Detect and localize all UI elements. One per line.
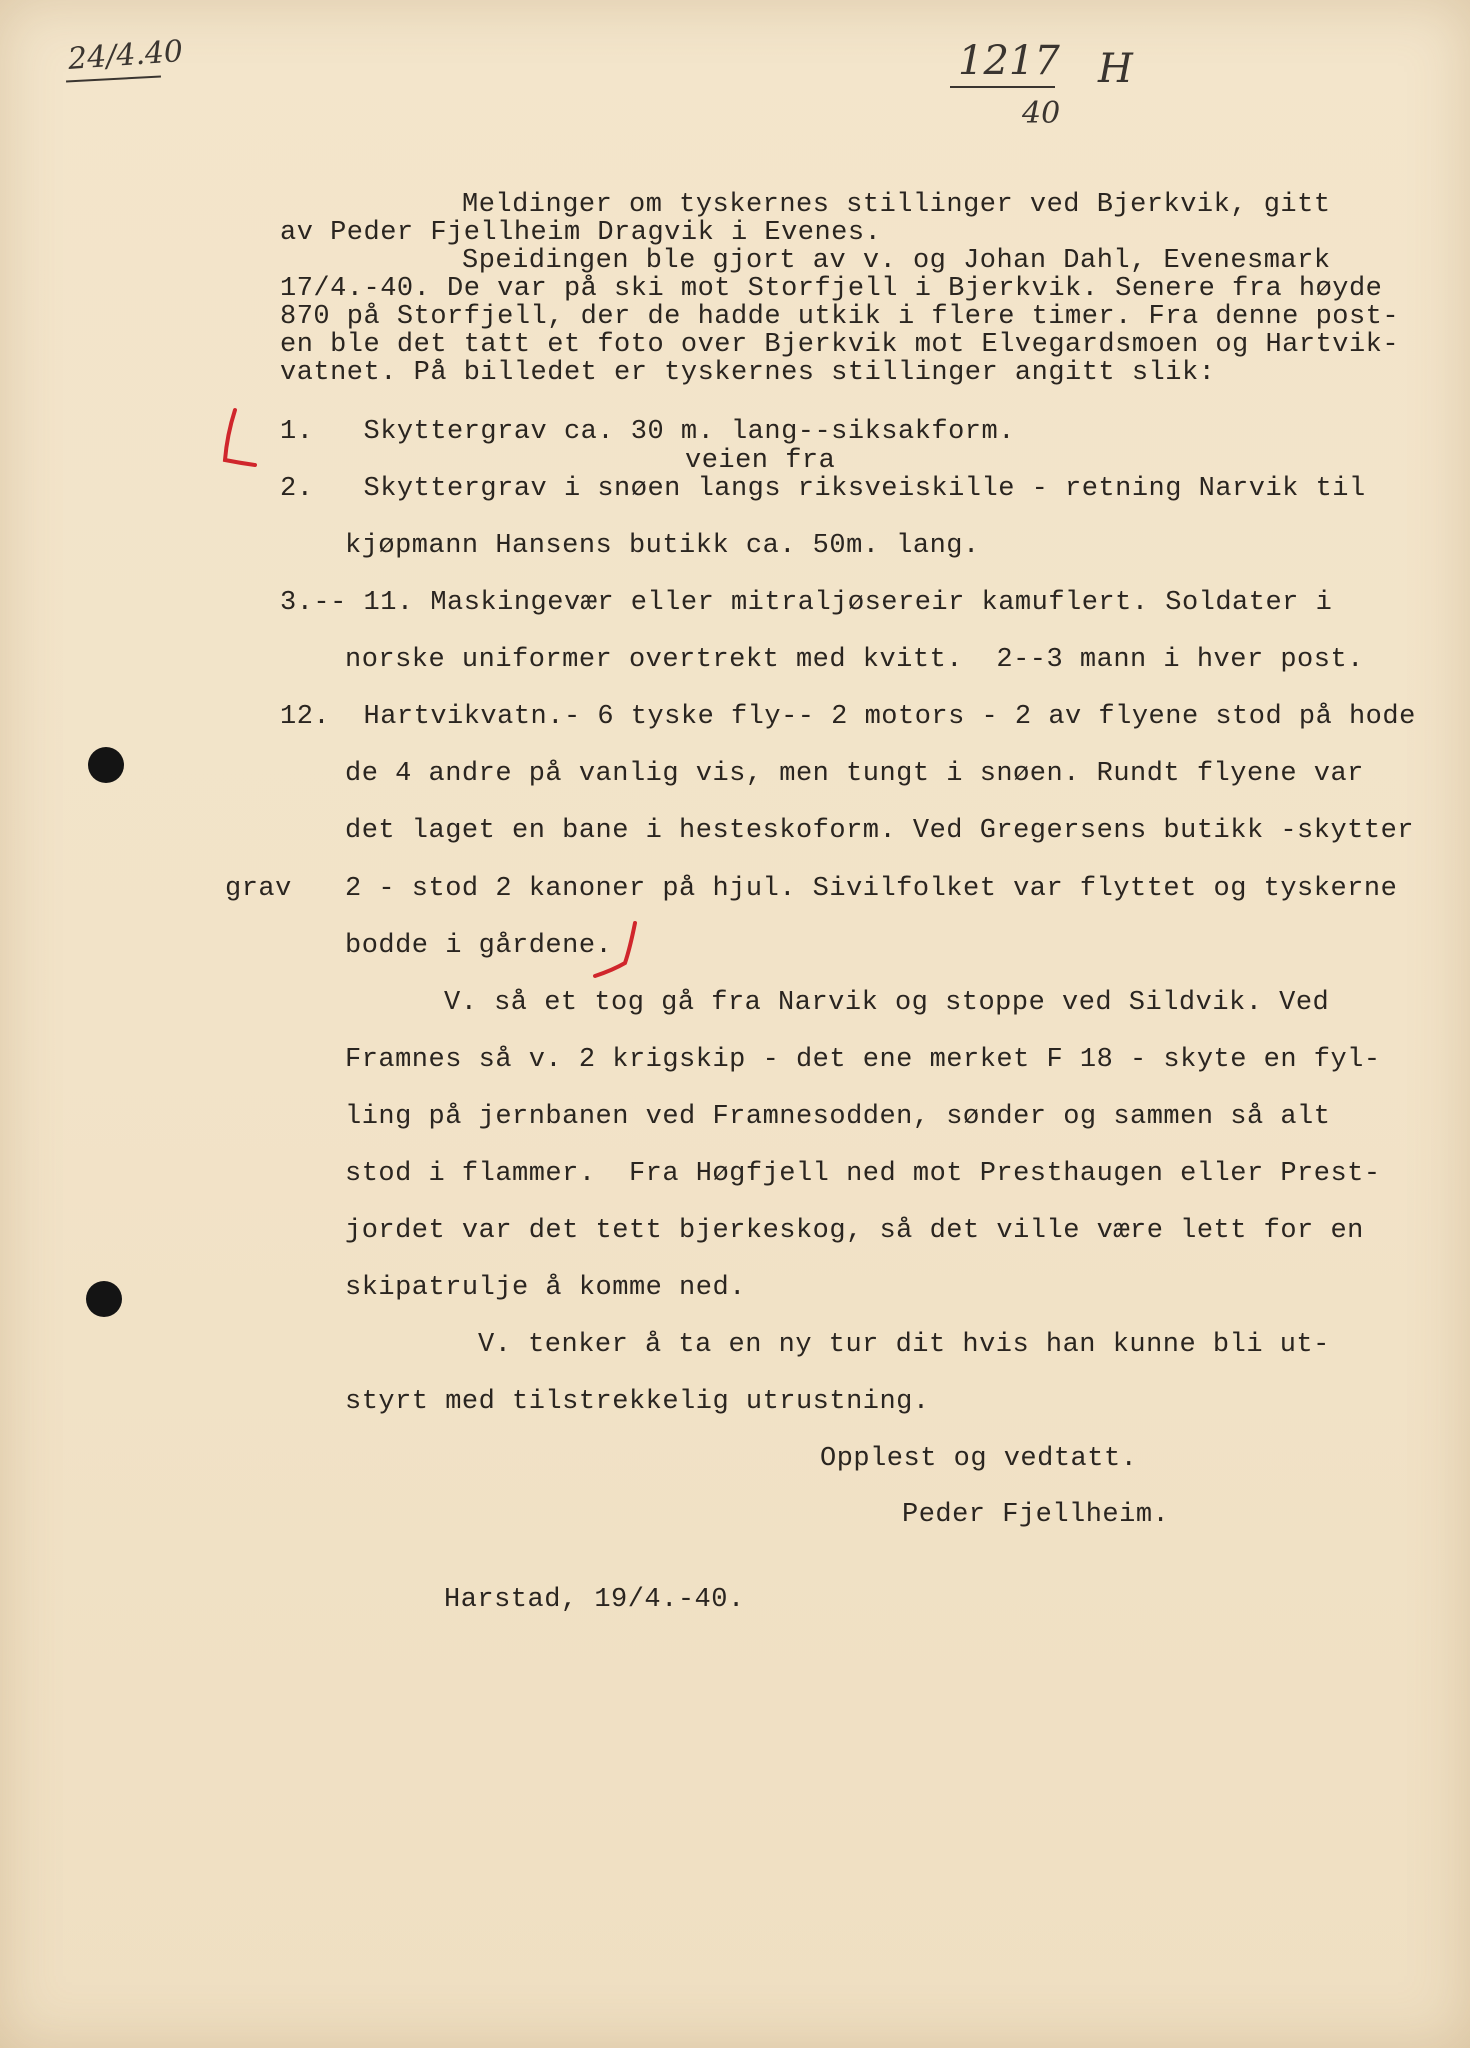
list-item-12: 12. Hartvikvatn.- 6 tyske fly-- 2 motors - 2 av flyene stod på hode [280,702,1416,732]
list-item-12-cont: de 4 andre på vanlig vis, men tungt i snøen. Rundt flyene var [345,759,1364,789]
punch-hole-top [88,747,124,783]
place-date: Harstad, 19/4.-40. [444,1585,745,1615]
body-line: ling på jernbanen ved Framnesodden, sønder og sammen så alt [345,1102,1331,1132]
title-line-1: Meldinger om tyskernes stillinger ved Bjerkvik, gitt [462,190,1331,220]
date-note-underline [66,76,161,83]
list-item-3: 3.-- 11. Maskingevær eller mitraljøsereir kamuflert. Soldater i [280,588,1333,618]
archive-suffix: H [1098,46,1133,92]
body-line: Framnes så v. 2 krigskip - det ene merket F 18 - skyte en fyl- [345,1045,1381,1075]
body-line: en ble det tatt et foto over Bjerkvik mot Elvegardsmoen og Hartvik- [280,330,1400,360]
insertion-note: veien fra [685,446,836,476]
date-note: 24/4.40 [66,34,185,77]
margin-note-grav: grav [225,874,292,904]
body-line: Speidingen ble gjort av v. og Johan Dahl, Evenesmark [462,246,1331,276]
list-item-2-cont: kjøpmann Hansens butikk ca. 50m. lang. [345,531,980,561]
body-line: V. så et tog gå fra Narvik og stoppe ved Sildvik. Ved [444,988,1330,1018]
red-bracket-mark [205,405,265,475]
archive-number-line [950,86,1055,88]
list-item-1: 1. Skyttergrav ca. 30 m. lang--siksakform. [280,417,1015,447]
list-item-12-cont: bodde i gårdene. [345,931,613,961]
body-line: skipatrulje å komme ned. [345,1273,746,1303]
closing-note: Opplest og vedtatt. [820,1444,1138,1474]
list-item-12-cont: det laget en bane i hesteskoform. Ved Gregersens butikk -skytter [345,816,1414,846]
archive-number: 1217 [958,38,1060,84]
title-line-2: av Peder Fjellheim Dragvik i Evenes. [280,218,882,248]
list-item-3-cont: norske uniformer overtrekt med kvitt. 2--3 mann i hver post. [345,645,1364,675]
body-line: 17/4.-40. De var på ski mot Storfjell i Bjerkvik. Senere fra høyde [280,274,1383,304]
archive-year: 40 [1022,96,1061,131]
body-line: V. tenker å ta en ny tur dit hvis han kunne bli ut- [478,1330,1330,1360]
body-line: 870 på Storfjell, der de hadde utkik i flere timer. Fra denne post- [280,302,1400,332]
body-line: jordet var det tett bjerkeskog, så det ville være lett for en [345,1216,1364,1246]
body-line: styrt med tilstrekkelig utrustning. [345,1387,930,1417]
list-item-12-cont: 2 - stod 2 kanoner på hjul. Sivilfolket var flyttet og tyskerne [345,874,1398,904]
punch-hole-bottom [86,1281,122,1317]
list-item-2: 2. Skyttergrav i snøen langs riksveiskille - retning Narvik til [280,474,1366,504]
signature-name: Peder Fjellheim. [902,1500,1170,1530]
body-line: stod i flammer. Fra Høgfjell ned mot Presthaugen eller Prest- [345,1159,1381,1189]
body-line: vatnet. På billedet er tyskernes stillinger angitt slik: [280,358,1216,388]
